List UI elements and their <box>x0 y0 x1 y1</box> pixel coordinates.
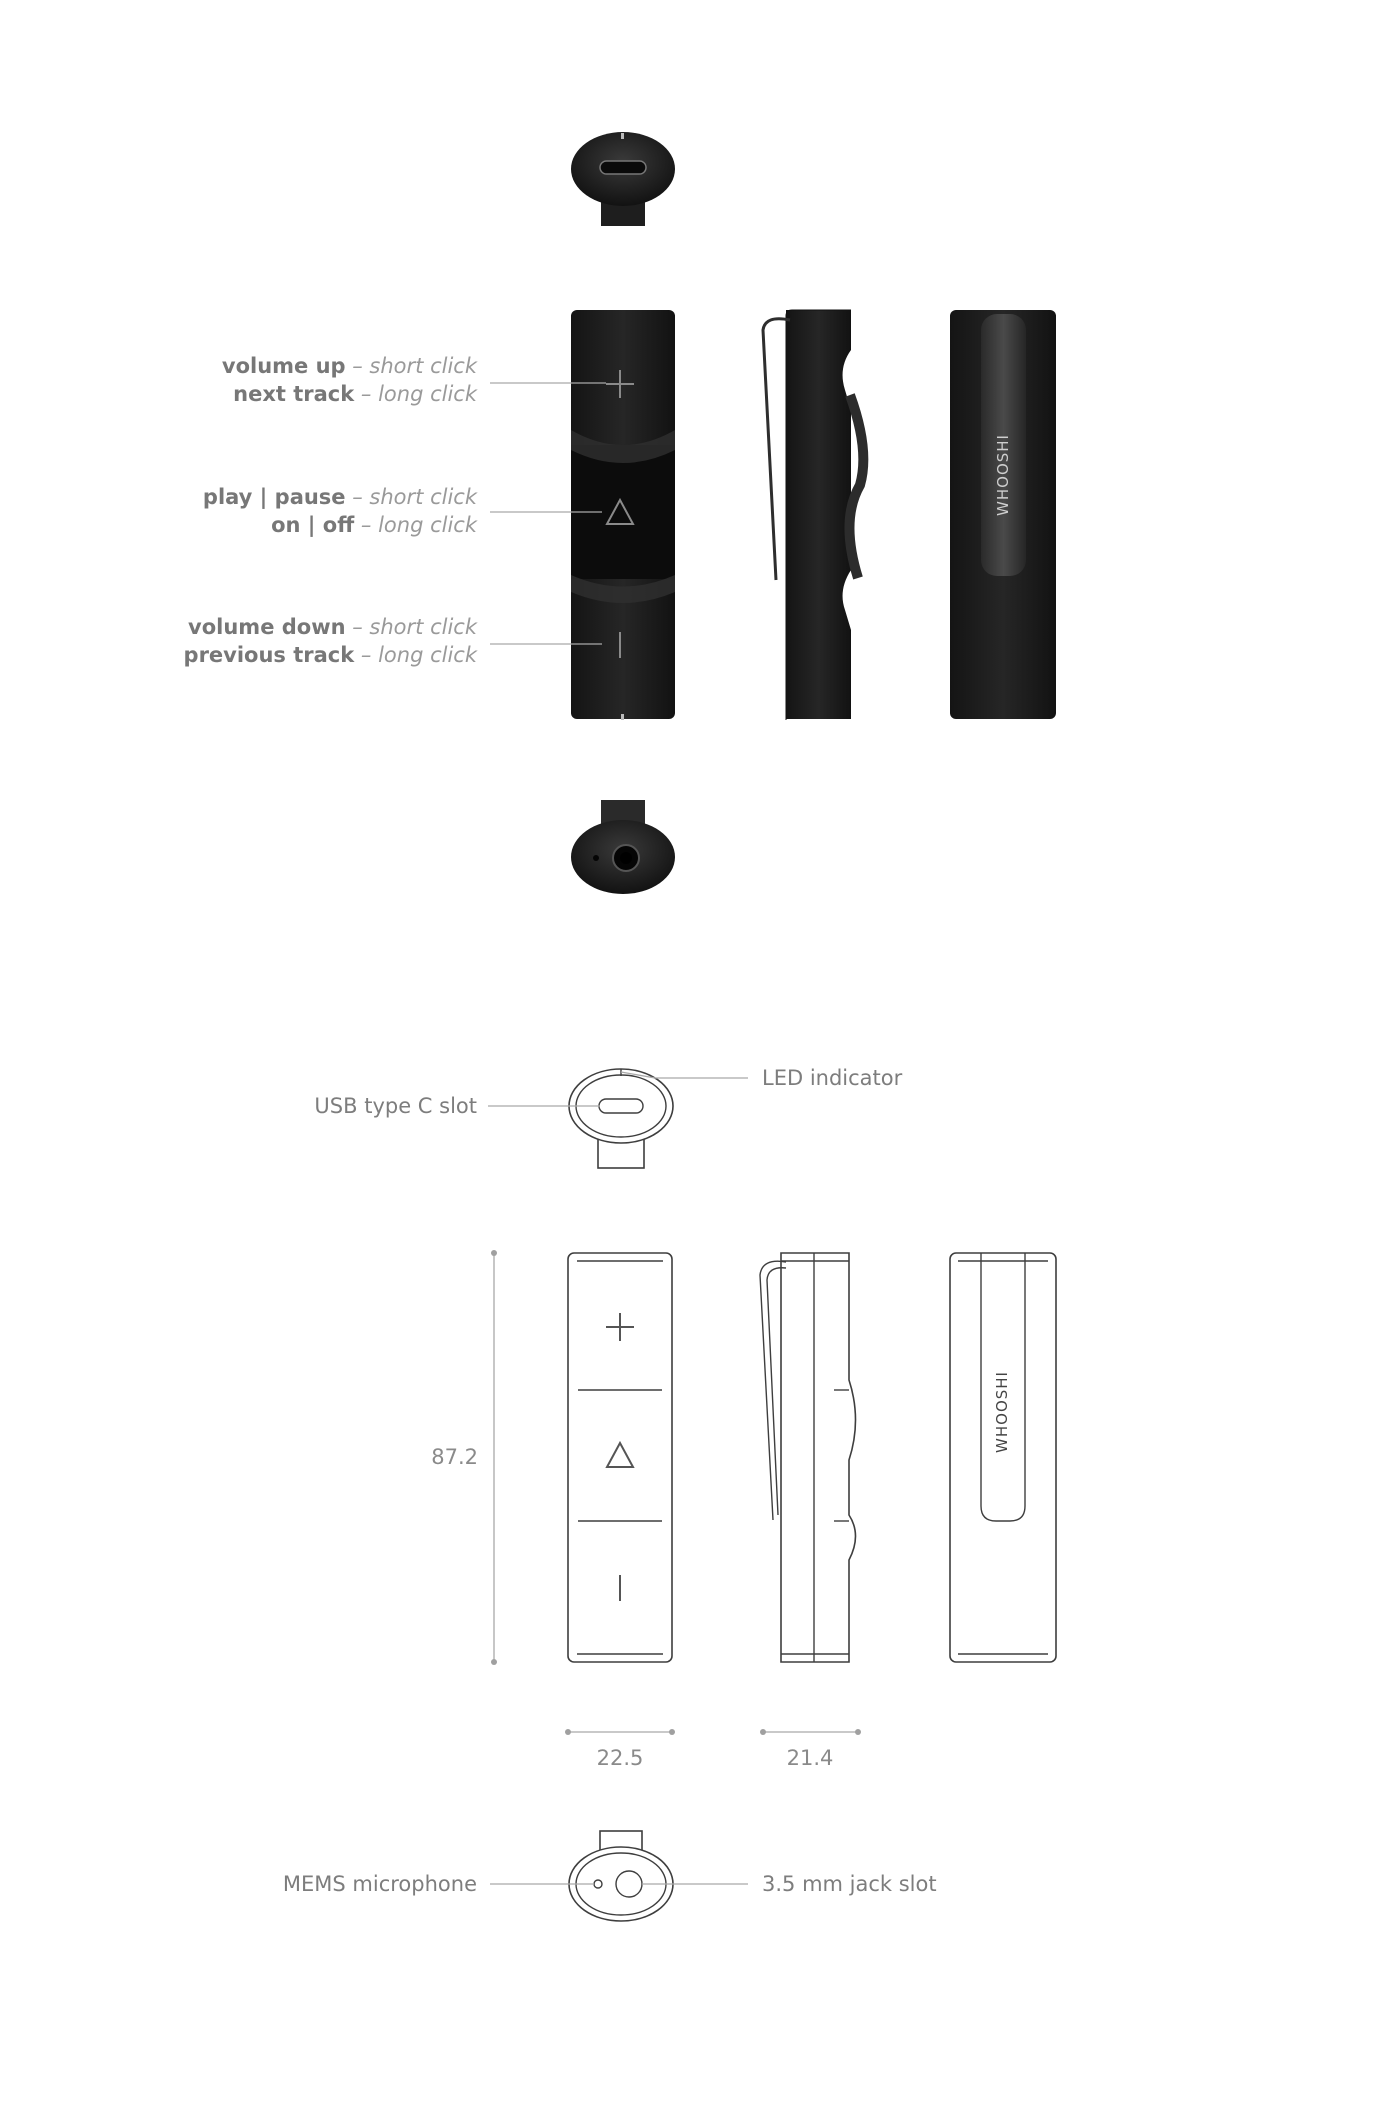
callout-mems-microphone: MEMS microphone <box>282 1872 477 1896</box>
control-labels <box>184 354 606 667</box>
callout-usb-slot: USB type C slot <box>314 1094 477 1118</box>
control-label-next-track: next track – long click <box>233 382 477 406</box>
brand-logo-rendered: WHOOSHI <box>994 434 1012 516</box>
callout-jack-slot: 3.5 mm jack slot <box>762 1872 937 1896</box>
top-end-view-outline <box>569 1069 673 1168</box>
control-label-volume-up: volume up – short click <box>221 354 477 378</box>
control-label-volume-down: volume down – short click <box>188 615 477 639</box>
back-view-outline <box>950 1253 1056 1662</box>
width-side-value: 21.4 <box>786 1746 834 1770</box>
control-label-play-pause: play | pause – short click <box>202 485 477 509</box>
control-label-on-off: on | off – long click <box>271 513 477 537</box>
back-view-rendered <box>950 310 1056 719</box>
width-front-value: 22.5 <box>596 1746 644 1770</box>
front-view-outline <box>568 1253 672 1662</box>
brand-logo-outline: WHOOSHI <box>993 1371 1011 1453</box>
bottom-end-view-rendered <box>571 800 675 894</box>
bottom-end-view-outline <box>569 1831 673 1921</box>
width-dimensions <box>565 1729 861 1770</box>
height-value: 87.2 <box>431 1445 478 1469</box>
top-end-view-rendered <box>571 132 675 226</box>
side-view-rendered <box>763 310 863 720</box>
callout-led-indicator: LED indicator <box>762 1066 903 1090</box>
control-label-previous-track: previous track – long click <box>183 643 477 667</box>
side-view-outline <box>760 1253 856 1662</box>
height-dimension <box>431 1250 497 1665</box>
front-view-rendered <box>571 310 675 720</box>
